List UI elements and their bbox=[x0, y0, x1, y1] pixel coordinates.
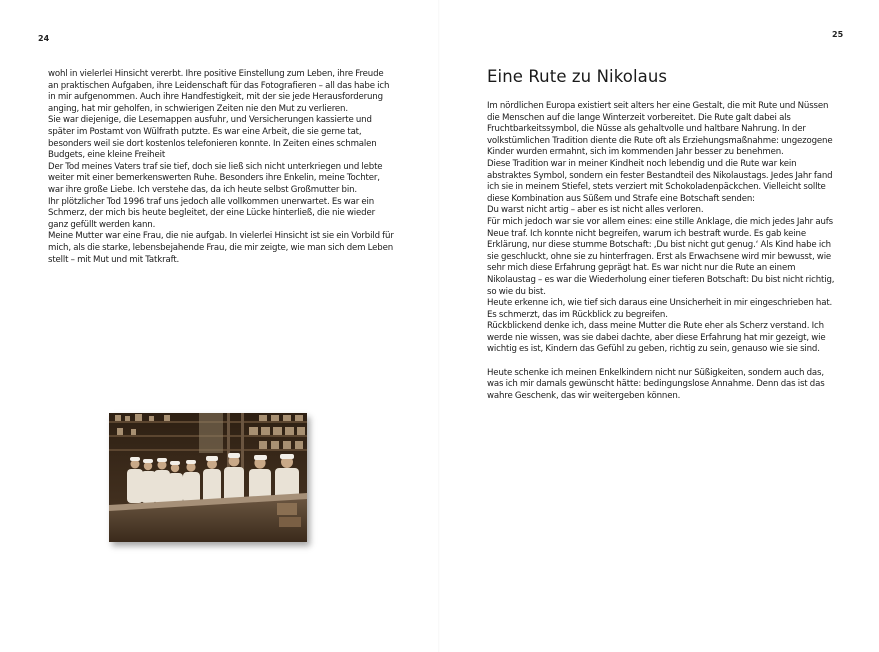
left-paragraph-3: Der Tod meines Vaters traf sie tief, doch sie ließ sich nicht unterkriegen und lebte weiter mit einer bemerkenswerten Ruhe. Besonders ihre Enkelin, meine Tochter, war ihre große Liebe. Ich verstehe das, da ich heute selbst Großmutter bin. bbox=[48, 161, 383, 195]
right-page-text bbox=[487, 101, 835, 402]
right-paragraph-7: Heute schenke ich meinen Enkelkindern nicht nur Süßigkeiten, sondern auch das, was ich mir damals gewünscht hätte: bedingungslose Annahme. Denn das ist das wahre Geschenk, das wir weitergeben können. bbox=[487, 367, 825, 401]
right-paragraph-5: Heute erkenne ich, wie tief sich daraus eine Unsicherheit in mir eingeschrieben hat. Es schmerzt, das im Rückblick zu begreifen. bbox=[487, 298, 833, 320]
photo-illustration bbox=[109, 413, 307, 542]
left-paragraph-5: Meine Mutter war eine Frau, die nie aufgab. In vielerlei Hinsicht ist sie ein Vorbild für mich, als die starke, lebensbejahende Frau, die mir zeigte, wie man sich dem Leben stellt – mit Mut und mit Tatkraft. bbox=[48, 231, 394, 265]
left-paragraph-1: wohl in vielerlei Hinsicht vererbt. Ihre positive Einstellung zum Leben, ihre Freude an praktischen Aufgaben, ihre Leidenschaft für das Fotografieren – all das habe ich in mir aufgenommen. Auch ihre Handfestigkeit, mit der sie jede Herausforderung anging, hat mir geholfen, in schwierigen Zeiten nie den Mut zu verlieren. bbox=[48, 69, 390, 114]
right-paragraph-6: Rückblickend denke ich, dass meine Mutter die Rute eher als Scherz verstand. Ich werde nie wissen, was sie dabei dachte, aber diese Erfahrung hat mir gezeigt, wie wichtig es ist, Kindern das Gefühl zu geben, richtig zu sein, genauso wie sie sind. bbox=[487, 321, 826, 355]
left-page-text bbox=[48, 69, 394, 266]
left-page bbox=[0, 0, 439, 652]
page-number-right: 25 bbox=[832, 30, 844, 39]
page-number-left: 24 bbox=[38, 34, 50, 43]
right-paragraph-3: Du warst nicht artig – aber es ist nicht alles verloren. bbox=[487, 205, 704, 216]
left-paragraph-2: Sie war diejenige, die Lesemappen ausfuhr, und Versicherungen kassierte und später im Postamt von Wülfrath putzte. Es war eine Arbeit, die sie gerne tat, besonders weil sie dort kostenlos telefonieren konnte. In Zeiten eines schmalen Budgets, eine kleine Freiheit bbox=[48, 115, 377, 161]
right-page bbox=[440, 0, 879, 652]
right-paragraph-4: Für mich jedoch war sie vor allem eines: eine stille Anklage, die mich jedes Jahr aufs Neue traf. Ich konnte nicht begreifen, warum ich bestraft wurde. Es gab keine Erklärung, nur diese stumme Botschaft: ‚Du bist nicht gut genug.‘ Als Kind habe ich sie geschluckt, ohne sie zu hinterfragen. Erst als Erwachsene wird mir bewusst, wie sehr mich diese Erfahrung geprägt hat. Es war nicht nur die Rute an einem Nikolaustag – es war die Wiederholung einer tieferen Botschaft: Du bist nicht richtig, so wie du bist. bbox=[487, 216, 835, 297]
chapter-title: Eine Rute zu Nikolaus bbox=[487, 67, 668, 86]
right-paragraph-1: Im nördlichen Europa existiert seit alters her eine Gestalt, die mit Rute und Nüssen die Menschen auf die lange Winterzeit vorbereitet. Die Rute galt dabei als Fruchtbarkeitssymbol, die Nüsse als gehaltvolle und haltbare Nahrung. In der volkstümlichen Tradition diente die Rute oft als Erziehungsmaßnahme: ungezogene Kinder wurden ermahnt, sich im kommenden Jahr besser zu benehmen. bbox=[487, 101, 833, 158]
left-paragraph-4: Ihr plötzlicher Tod 1996 traf uns jedoch alle vollkommen unerwartet. Es war ein Schmerz, der mich bis heute begleitet, der eine Lücke hinterließ, die nie wieder ganz gefüllt werden kann. bbox=[48, 196, 375, 230]
sepia-group-photo bbox=[109, 413, 307, 542]
right-paragraph-2: Diese Tradition war in meiner Kindheit noch lebendig und die Rute war kein abstraktes Symbol, sondern ein fester Bestandteil des Nikolaustags. Jedes Jahr fand ich sie in meinem Stiefel, stets verziert mit Schokoladenpäckchen. Vielleicht sollte diese Kombination aus Süßem und Strafe eine Botschaft senden: bbox=[487, 158, 833, 204]
